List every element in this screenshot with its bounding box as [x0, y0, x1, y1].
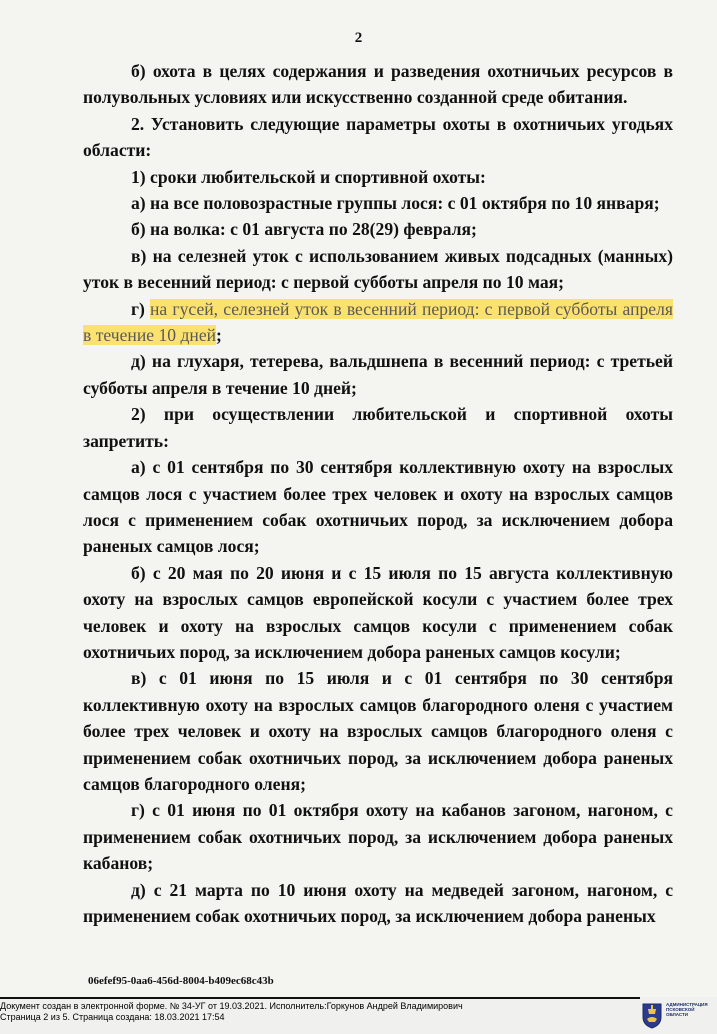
paragraph: а) на все половозрастные группы лося: с 01 октября по 10 января;	[131, 193, 660, 214]
document-guid: 06efef95-0aa6-456d-8004-b409ec68c43b	[88, 975, 274, 987]
paragraph-prefix: г)	[131, 298, 151, 319]
paragraph: 1) сроки любительской и спортивной охоты:	[131, 166, 486, 187]
coat-of-arms-icon	[642, 1001, 662, 1029]
document-body	[83, 58, 673, 929]
footer-divider	[0, 997, 640, 999]
paragraph: б) на волка: с 01 августа по 28(29) февраля;	[131, 219, 477, 240]
page-number: 2	[354, 30, 363, 46]
paragraph: а) с 01 сентября по 30 сентября коллективную охоту на взрослых самцов лося с участием более трех человек и охоту на взрослых самцов лося с применением собак охотничьих пород, за исключением добора раненых самцов лося;	[83, 457, 673, 557]
org-line: ПСКОВСКОЙ	[666, 1007, 695, 1013]
org-line: АДМИНИСТРАЦИЯ	[666, 1002, 708, 1007]
paragraph: в) на селезней уток с использованием живых подсадных (манных) уток в весенний период: с первой субботы апреля по 10 мая;	[83, 245, 673, 293]
paragraph: 2) при осуществлении любительской и спортивной охоты запретить:	[83, 404, 673, 451]
paragraph: д) на глухаря, тетерева, вальдшнепа в весенний период: с третьей субботы апреля в течение 10 дней;	[83, 351, 673, 398]
footer-text	[0, 1001, 640, 1023]
highlighted-paragraph	[83, 296, 673, 349]
paragraph: г) с 01 июня по 01 октября охоту на кабанов загоном, нагоном, с применением собак охотничьих пород, за исключением добора раненых кабанов;	[83, 800, 673, 874]
footer-line-1: Документ создан в электронной форме. № 34-УГ от 19.03.2021. Исполнитель:Горкунов Андрей Владимирович	[0, 1001, 463, 1011]
paragraph: 2. Установить следующие параметры охоты в охотничьих угодьях области:	[83, 113, 673, 161]
paragraph: в) с 01 июня по 15 июля и с 01 сентября по 30 сентября коллективную охоту на взрослых самцов благородного оленя с участием более трех человек и охоту на взрослых самцов благородного оленя с применением собак охотничьих пород, за исключением добора раненых самцов благородного оленя;	[83, 668, 673, 794]
organization-name	[666, 1002, 716, 1018]
footer-line-2: Страница 2 из 5. Страница создана: 18.03.2021 17:54	[0, 1012, 225, 1022]
paragraph: д) с 21 марта по 10 июня охоту на медведей загоном, нагоном, с применением собак охотничьих пород, за исключением добора раненых	[83, 879, 673, 926]
paragraph: б) с 20 мая по 20 июня и с 15 июля по 15 августа коллективную охоту на взрослых самцов европейской косули с участием более трех человек и охоту на взрослых самцов косули с применением собак охотничьих пород, за исключением добора раненых самцов косули;	[83, 562, 673, 662]
footer	[0, 997, 717, 1034]
paragraph-suffix: ;	[216, 325, 222, 346]
highlighted-text: на гусей, селезней уток в весенний период: с первой субботы апреля в течение 10 дней	[83, 298, 673, 346]
paragraph: б) охота в целях содержания и разведения охотничьих ресурсов в полувольных условиях или искусственно созданной среде обитания.	[83, 61, 673, 108]
org-line: ОБЛАСТИ	[666, 1012, 689, 1018]
